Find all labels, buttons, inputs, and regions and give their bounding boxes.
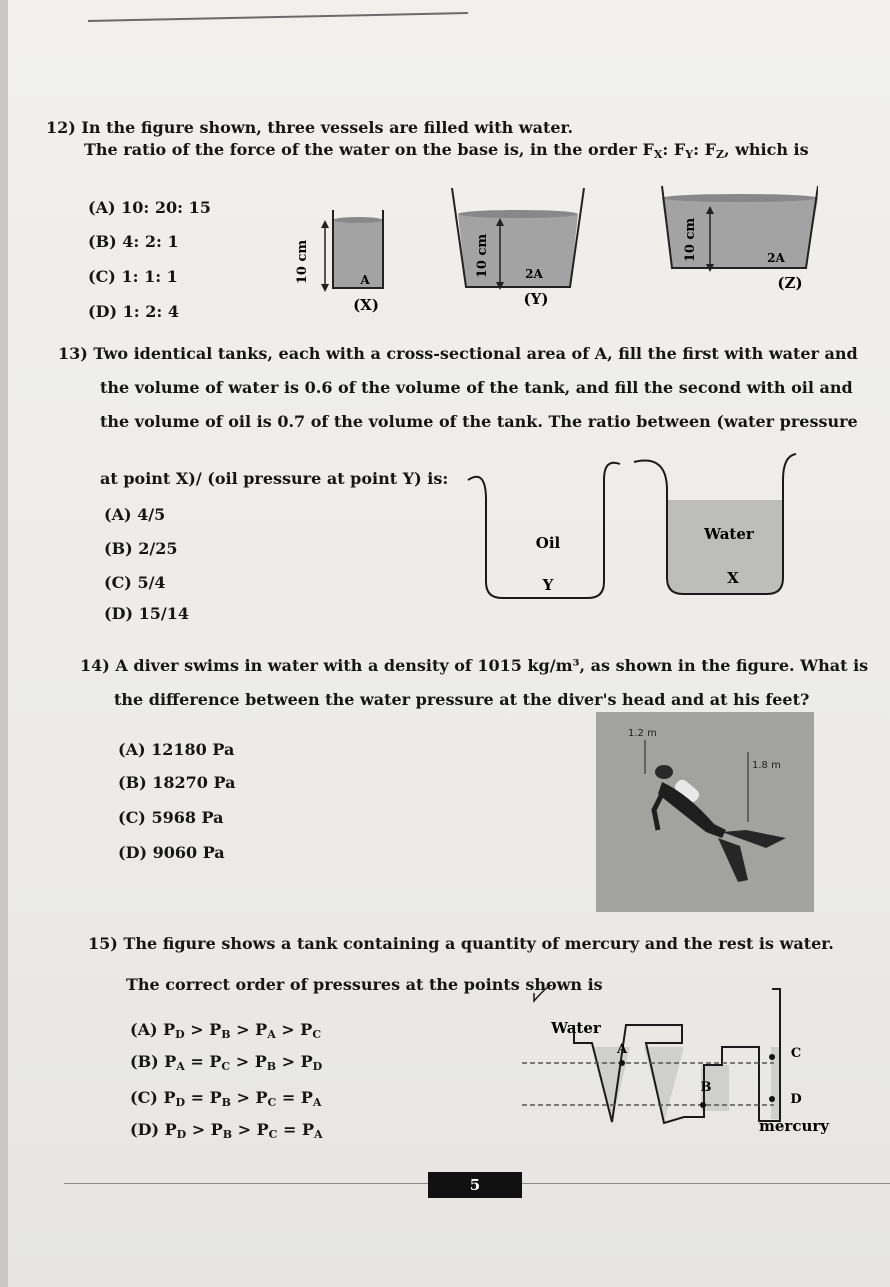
vessel-y-height-label: 10 cm: [475, 233, 490, 279]
q14-line1: 14) A diver swims in water with a density of 1015 kg/m³, as shown in the figure. What is: [80, 656, 869, 675]
vessel-z-label: (Z): [777, 274, 803, 292]
point-b-label: B: [700, 1080, 712, 1095]
q14-option-a[interactable]: (A) 12180 Pa: [118, 740, 235, 759]
exam-page: [8, 0, 890, 1287]
oil-label: Oil: [535, 534, 561, 552]
q12-vessels-figure: [278, 180, 818, 320]
q13-line4: at point X)/ (oil pressure at point Y) is:: [100, 469, 449, 488]
q13-option-a[interactable]: (A) 4/5: [104, 505, 166, 524]
q15-mercury-tank-figure: [504, 985, 844, 1135]
vessel-x-height-label: 10 cm: [295, 239, 310, 285]
q15-mercury-label: mercury: [759, 1117, 829, 1135]
q12-option-a[interactable]: (A) 10: 20: 15: [88, 198, 211, 217]
q12-option-b[interactable]: (B) 4: 2: 1: [88, 232, 179, 251]
top-rule: [88, 12, 468, 22]
diver-illustration: [596, 712, 814, 912]
q13-option-b[interactable]: (B) 2/25: [104, 539, 178, 558]
vessel-y-area-label: 2A: [525, 267, 543, 281]
vessel-y-label: (Y): [523, 290, 549, 308]
q12-line1: [46, 118, 573, 137]
vessel-z-height-label: 10 cm: [683, 217, 698, 263]
q13-option-d[interactable]: (D) 15/14: [104, 604, 189, 623]
vessel-x-label: (X): [353, 296, 379, 314]
q14-option-d[interactable]: (D) 9060 Pa: [118, 843, 225, 862]
q15-line2: The correct order of pressures at the points shown is: [126, 975, 603, 994]
q12-number: 12): [46, 118, 76, 137]
q12-sub-y: Y: [685, 148, 694, 161]
feet-depth-label: 1.8 m: [752, 760, 781, 771]
diver-figure: [654, 765, 786, 882]
vessel-x-area-label: A: [360, 273, 370, 287]
q15-number: 15): [88, 934, 118, 953]
q12-sub-x: X: [653, 148, 663, 161]
point-a-label: A: [616, 1042, 628, 1057]
q13-line1: 13) Two identical tanks, each with a cross-sectional area of A, fill the first with water and: [58, 344, 858, 363]
point-y-label: Y: [542, 576, 554, 594]
q15-water-label: Water: [551, 1019, 601, 1037]
q15-option-d[interactable]: (D) $P_D > P_B > P_C = P_A$: [130, 1120, 323, 1141]
point-x-label: X: [727, 569, 739, 587]
diver-photo: [596, 712, 814, 912]
q13-line2: the volume of water is 0.6 of the volume of the tank, and fill the second with oil and: [100, 378, 853, 397]
q15-line1: 15) The figure shows a tank containing a quantity of mercury and the rest is water.: [88, 934, 834, 953]
q12-text: In the figure shown, three vessels are filled with water.: [81, 118, 574, 137]
q13-option-c[interactable]: (C) 5/4: [104, 573, 166, 592]
head-depth-label: 1.2 m: [628, 728, 657, 739]
point-c-label: C: [790, 1046, 802, 1061]
page-number: 5: [428, 1172, 522, 1198]
q12-sub-z: Z: [715, 148, 724, 161]
vessel-z-area-label: 2A: [767, 251, 785, 265]
q12-option-c[interactable]: (C) 1: 1: 1: [88, 267, 178, 286]
q13-number: 13): [58, 344, 88, 363]
q14-line2: the difference between the water pressure at the diver's head and at his feet?: [114, 690, 810, 709]
q12-line2: The ratio of the force of the water on the base is, in the order $F_X$: $F_Y$: $F_Z$, which is: [84, 140, 809, 161]
q13-tanks-figure: [438, 450, 798, 610]
vessel-y: [452, 188, 584, 308]
q13-line3: the volume of oil is 0.7 of the volume of the tank. The ratio between (water pressure: [100, 412, 858, 431]
q14-option-b[interactable]: (B) 18270 Pa: [118, 773, 236, 792]
q15-option-c[interactable]: (C) $P_D = P_B > P_C = P_A$: [130, 1088, 322, 1109]
q14-unit: kg/m³: [527, 656, 580, 675]
q12-option-d[interactable]: (D) 1: 2: 4: [88, 302, 179, 321]
water-label: Water: [704, 525, 754, 543]
oil-tank: [468, 463, 620, 598]
q15-option-a[interactable]: (A) $P_D > P_B > P_A > P_C$: [130, 1020, 322, 1041]
point-d-label: D: [790, 1092, 802, 1107]
q14-number: 14): [80, 656, 110, 675]
vessel-x: [295, 210, 383, 314]
water-tank: [634, 454, 796, 594]
q14-option-c[interactable]: (C) 5968 Pa: [118, 808, 224, 827]
vessel-z: [662, 186, 818, 292]
q15-option-b[interactable]: (B) $P_A = P_C > P_B > P_D$: [130, 1052, 323, 1073]
